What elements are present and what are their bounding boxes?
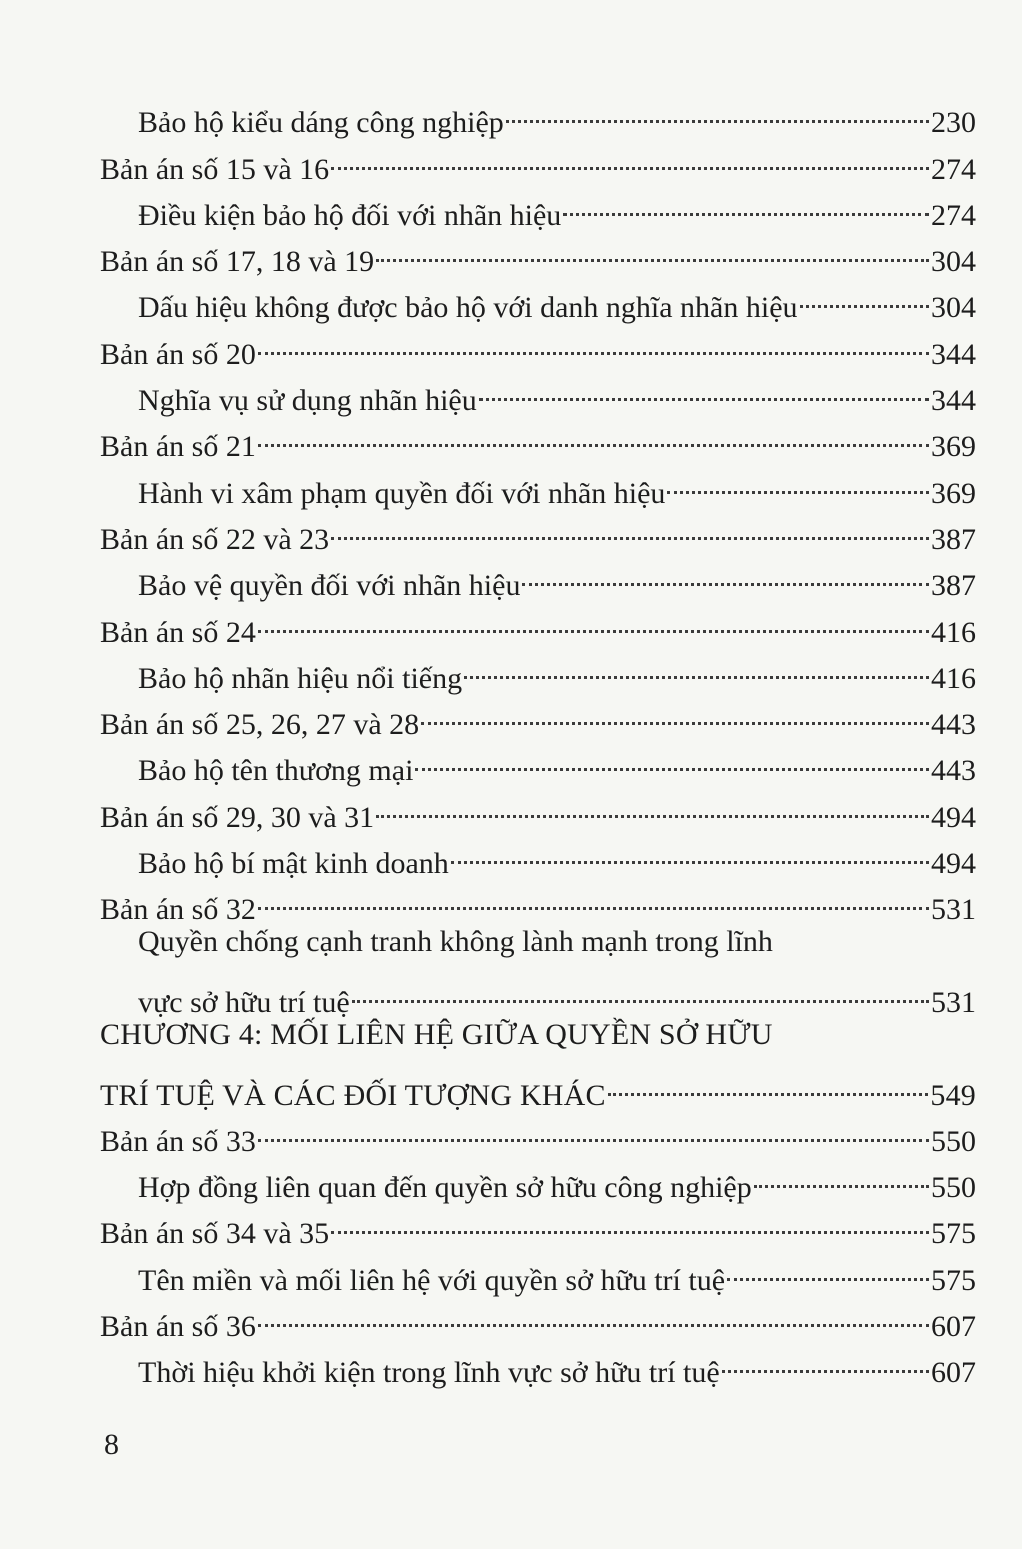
toc-entry-label: Nghĩa vụ sử dụng nhãn hiệu [138, 384, 477, 418]
toc-entry-label: Bản án số 33 [100, 1124, 256, 1158]
toc-dot-leader [754, 1151, 929, 1197]
toc-entry-label: Bản án số 29, 30 và 31 [100, 800, 375, 834]
toc-page-number: 443 [931, 708, 976, 742]
toc-dot-leader [800, 271, 929, 317]
toc-page-number: 531 [931, 985, 976, 1019]
toc-entry-label: Bản án số 20 [100, 337, 256, 371]
toc-dot-leader [421, 688, 929, 734]
toc-page-number: 575 [931, 1263, 976, 1297]
toc-entry-label: Bản án số 34 và 35 [100, 1217, 330, 1251]
toc-page-number: 416 [931, 615, 976, 649]
toc-entry-label: Bản án số 21 [100, 430, 256, 464]
toc-dot-leader [331, 1197, 929, 1243]
toc-dot-leader [563, 179, 929, 225]
toc-entry-label: Bảo vệ quyền đối với nhãn hiệu [138, 569, 521, 603]
toc-dot-leader [258, 1290, 929, 1336]
toc-page-number: 369 [931, 476, 976, 510]
toc-page-number: 443 [931, 754, 976, 788]
table-of-contents [100, 86, 976, 1390]
toc-page-number: 274 [931, 198, 976, 232]
toc-dot-leader [415, 734, 929, 780]
toc-dot-leader [451, 827, 929, 873]
toc-page-number: 304 [931, 245, 976, 279]
toc-dot-leader [258, 317, 929, 363]
toc-entry-label: Quyền chống cạnh tranh không lành mạnh trong lĩnh [138, 925, 773, 959]
toc-entry-label: Bảo hộ nhãn hiệu nổi tiếng [138, 661, 463, 695]
toc-dot-leader [722, 1336, 929, 1382]
toc-chapter-heading [100, 1058, 976, 1112]
toc-entry-label: CHƯƠNG 4: MỐI LIÊN HỆ GIỮA QUYỀN SỞ HỮU [100, 1017, 773, 1051]
toc-page-number: 230 [931, 106, 976, 140]
toc-entry-label: vực sở hữu trí tuệ [138, 985, 350, 1019]
toc-entry-label: Bản án số 25, 26, 27 và 28 [100, 708, 420, 742]
toc-entry-label: Dấu hiệu không được bảo hộ với danh nghĩa nhãn hiệu [138, 291, 798, 325]
toc-page-number: 387 [931, 522, 976, 556]
toc-page-number: 607 [931, 1356, 976, 1390]
toc-entry-label: Hành vi xâm phạm quyền đối với nhãn hiệu [138, 476, 666, 510]
toc-entry-label: Bảo hộ kiểu dáng công nghiệp [138, 106, 504, 140]
toc-dot-leader [464, 642, 929, 688]
toc-dot-leader [522, 549, 929, 595]
toc-dot-leader [352, 966, 929, 1012]
toc-entry-label: Bản án số 24 [100, 615, 256, 649]
toc-entry-label: Bản án số 32 [100, 893, 256, 927]
toc-dot-leader [331, 132, 929, 178]
toc-page-number: 549 [930, 1078, 976, 1112]
toc-page-number: 575 [931, 1217, 976, 1251]
toc-dot-leader [258, 410, 929, 456]
toc-entry-label: Bản án số 22 và 23 [100, 522, 330, 556]
page-number: 8 [104, 1428, 119, 1461]
toc-dot-leader [608, 1058, 929, 1104]
toc-entry-label: Bảo hộ bí mật kinh doanh [138, 847, 449, 881]
toc-page-number: 344 [931, 337, 976, 371]
toc-dot-leader [727, 1243, 929, 1289]
toc-page-number: 387 [931, 569, 976, 603]
toc-entry-label: Hợp đồng liên quan đến quyền sở hữu công nghiệp [138, 1171, 752, 1205]
toc-dot-leader [479, 364, 929, 410]
toc-subentry [100, 919, 976, 965]
toc-page-number: 531 [931, 893, 976, 927]
toc-page-number: 344 [931, 384, 976, 418]
toc-dot-leader [331, 503, 929, 549]
toc-page-number: 304 [931, 291, 976, 325]
toc-dot-leader [376, 780, 929, 826]
toc-entry-label: Bản án số 15 và 16 [100, 152, 330, 186]
toc-dot-leader [258, 873, 929, 919]
toc-page-number: 274 [931, 152, 976, 186]
toc-entry-label: Bản án số 36 [100, 1310, 256, 1344]
toc-dot-leader [376, 225, 929, 271]
toc-page-number: 416 [931, 661, 976, 695]
toc-dot-leader [258, 1105, 929, 1151]
toc-dot-leader [258, 595, 929, 641]
toc-entry-label: Điều kiện bảo hộ đối với nhãn hiệu [138, 198, 562, 232]
toc-entry-label: Thời hiệu khởi kiện trong lĩnh vực sở hữu trí tuệ [138, 1356, 720, 1390]
toc-dot-leader [506, 86, 929, 132]
toc-page-number: 369 [931, 430, 976, 464]
toc-page-number: 494 [931, 800, 976, 834]
toc-entry-label: Tên miền và mối liên hệ với quyền sở hữu trí tuệ [138, 1263, 726, 1297]
toc-page-number: 494 [931, 847, 976, 881]
toc-subentry [100, 86, 976, 140]
toc-entry-label: Bản án số 17, 18 và 19 [100, 245, 375, 279]
toc-entry-label: TRÍ TUỆ VÀ CÁC ĐỐI TƯỢNG KHÁC [100, 1078, 606, 1112]
toc-page-number: 607 [931, 1310, 976, 1344]
toc-page-number: 550 [931, 1171, 976, 1205]
toc-subentry [100, 966, 976, 1019]
toc-entry-label: Bảo hộ tên thương mại [138, 754, 414, 788]
toc-dot-leader [667, 456, 929, 502]
toc-page-number: 550 [931, 1124, 976, 1158]
toc-chapter-heading [100, 1012, 976, 1058]
